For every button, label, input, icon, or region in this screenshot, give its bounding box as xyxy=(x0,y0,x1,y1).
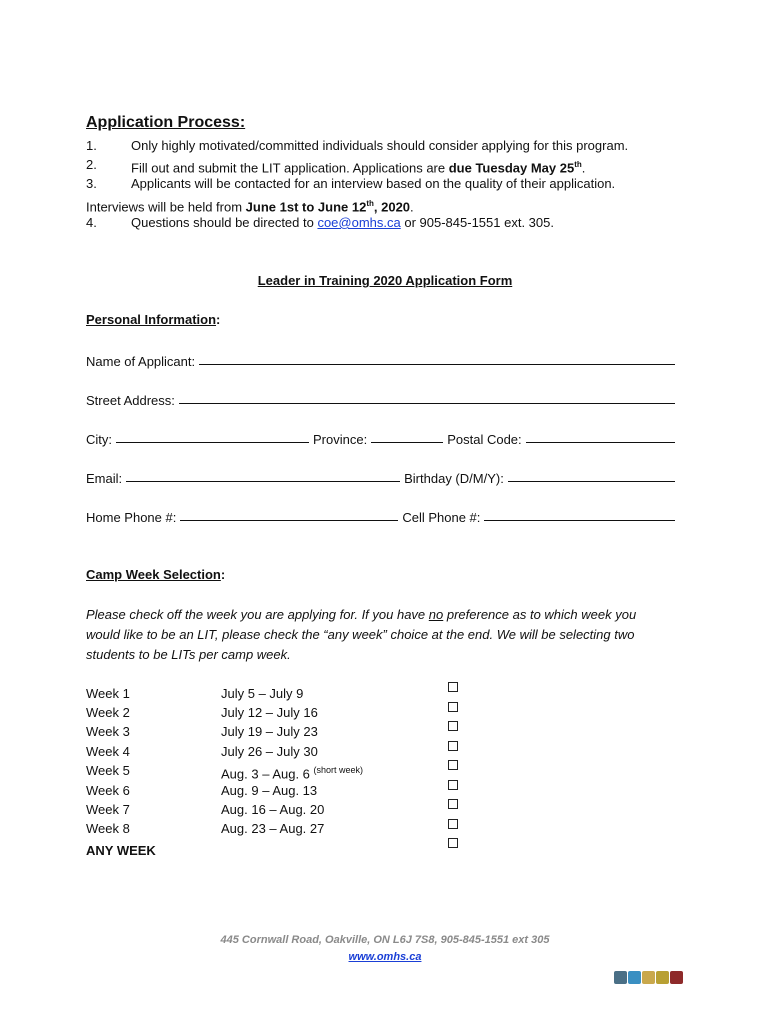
province-field[interactable] xyxy=(371,441,443,443)
process-item-3-continuation: Interviews will be held from June 1st to June 12th, 2020. xyxy=(86,199,414,215)
week-7-checkbox[interactable] xyxy=(448,799,458,809)
week-2-checkbox[interactable] xyxy=(448,702,458,712)
city-row xyxy=(86,427,675,447)
name-label: Name of Applicant: xyxy=(86,354,196,369)
instructions-line-2: would like to be an LIT, please check the “any week” choice at the end. We will be selecting two xyxy=(86,627,635,642)
week-dates-8: Aug. 23 – Aug. 27 xyxy=(221,821,325,836)
any-week-checkbox[interactable] xyxy=(448,838,458,848)
email-field[interactable] xyxy=(126,480,400,482)
download-arrow-icon xyxy=(628,971,641,984)
week-dates-4: July 26 – July 30 xyxy=(221,744,318,759)
name-row xyxy=(86,349,675,369)
home-phone-field[interactable] xyxy=(180,519,398,521)
week-5-checkbox[interactable] xyxy=(448,760,458,770)
instructions-line-3: students to be LITs per camp week. xyxy=(86,647,291,662)
birthday-field[interactable] xyxy=(508,480,675,482)
week-label-6: Week 6 xyxy=(86,783,130,798)
process-item-2: 2. Fill out and submit the LIT application. Applications are due Tuesday May 25th. xyxy=(86,157,586,176)
week-dates-1: July 5 – July 9 xyxy=(221,686,304,701)
instructions-line-1: Please check off the week you are applying for. If you have no preference as to which week you xyxy=(86,607,637,622)
week-1-checkbox[interactable] xyxy=(448,682,458,692)
any-week-label: ANY WEEK xyxy=(86,843,156,858)
street-field[interactable] xyxy=(179,402,675,404)
week-label-1: Week 1 xyxy=(86,686,130,701)
week-dates-7: Aug. 16 – Aug. 20 xyxy=(221,802,325,817)
week-6-checkbox[interactable] xyxy=(448,780,458,790)
name-field[interactable] xyxy=(199,363,675,365)
home-phone-label: Home Phone #: xyxy=(86,510,177,525)
short-week-note: (short week) xyxy=(313,765,364,775)
pencil-icon xyxy=(656,971,669,984)
week-label-4: Week 4 xyxy=(86,744,130,759)
province-label: Province: xyxy=(313,432,368,447)
week-4-checkbox[interactable] xyxy=(448,741,458,751)
street-row xyxy=(86,388,675,408)
cell-phone-field[interactable] xyxy=(484,519,675,521)
week-label-3: Week 3 xyxy=(86,724,130,739)
birthday-label: Birthday (D/M/Y): xyxy=(404,471,504,486)
website-link[interactable]: www.omhs.ca xyxy=(348,951,422,963)
application-process-heading: Application Process: xyxy=(86,114,246,131)
postal-field[interactable] xyxy=(526,441,675,443)
hand-icon xyxy=(670,971,683,984)
city-field[interactable] xyxy=(116,441,309,443)
phone-row xyxy=(86,505,675,525)
footer-address: 445 Cornwall Road, Oakville, ON L6J 7S8, 905-845-1551 ext 305 xyxy=(220,934,550,946)
week-3-checkbox[interactable] xyxy=(448,721,458,731)
postal-label: Postal Code: xyxy=(447,432,522,447)
camp-week-heading: Camp Week Selection: xyxy=(86,567,226,582)
email-label: Email: xyxy=(86,471,123,486)
email-link[interactable]: coe@omhs.ca xyxy=(317,215,401,230)
week-dates-6: Aug. 9 – Aug. 13 xyxy=(221,783,318,798)
scroll-icon xyxy=(642,971,655,984)
city-label: City: xyxy=(86,432,112,447)
week-dates-3: July 19 – July 23 xyxy=(221,724,318,739)
week-label-2: Week 2 xyxy=(86,705,130,720)
week-dates-2: July 12 – July 16 xyxy=(221,705,318,720)
email-row xyxy=(86,466,675,486)
cell-phone-label: Cell Phone #: xyxy=(402,510,481,525)
process-item-3: 3. Applicants will be contacted for an interview based on the quality of their application. xyxy=(86,176,616,191)
footer-icon-strip xyxy=(614,971,683,984)
week-label-8: Week 8 xyxy=(86,821,130,836)
process-item-4: 4. Questions should be directed to coe@omhs.ca or 905-845-1551 ext. 305. xyxy=(86,215,554,230)
week-8-checkbox[interactable] xyxy=(448,819,458,829)
week-label-5: Week 5 xyxy=(86,763,130,778)
week-label-7: Week 7 xyxy=(86,802,130,817)
week-dates-5: Aug. 3 – Aug. 6 $^{(short week)}$ xyxy=(221,765,364,782)
process-item-1: 1. Only highly motivated/committed individuals should consider applying for this program. xyxy=(86,138,629,153)
personal-info-heading: Personal Information: xyxy=(86,312,221,327)
paw-icon xyxy=(614,971,627,984)
form-title: Leader in Training 2020 Application Form xyxy=(257,273,513,288)
street-label: Street Address: xyxy=(86,393,175,408)
